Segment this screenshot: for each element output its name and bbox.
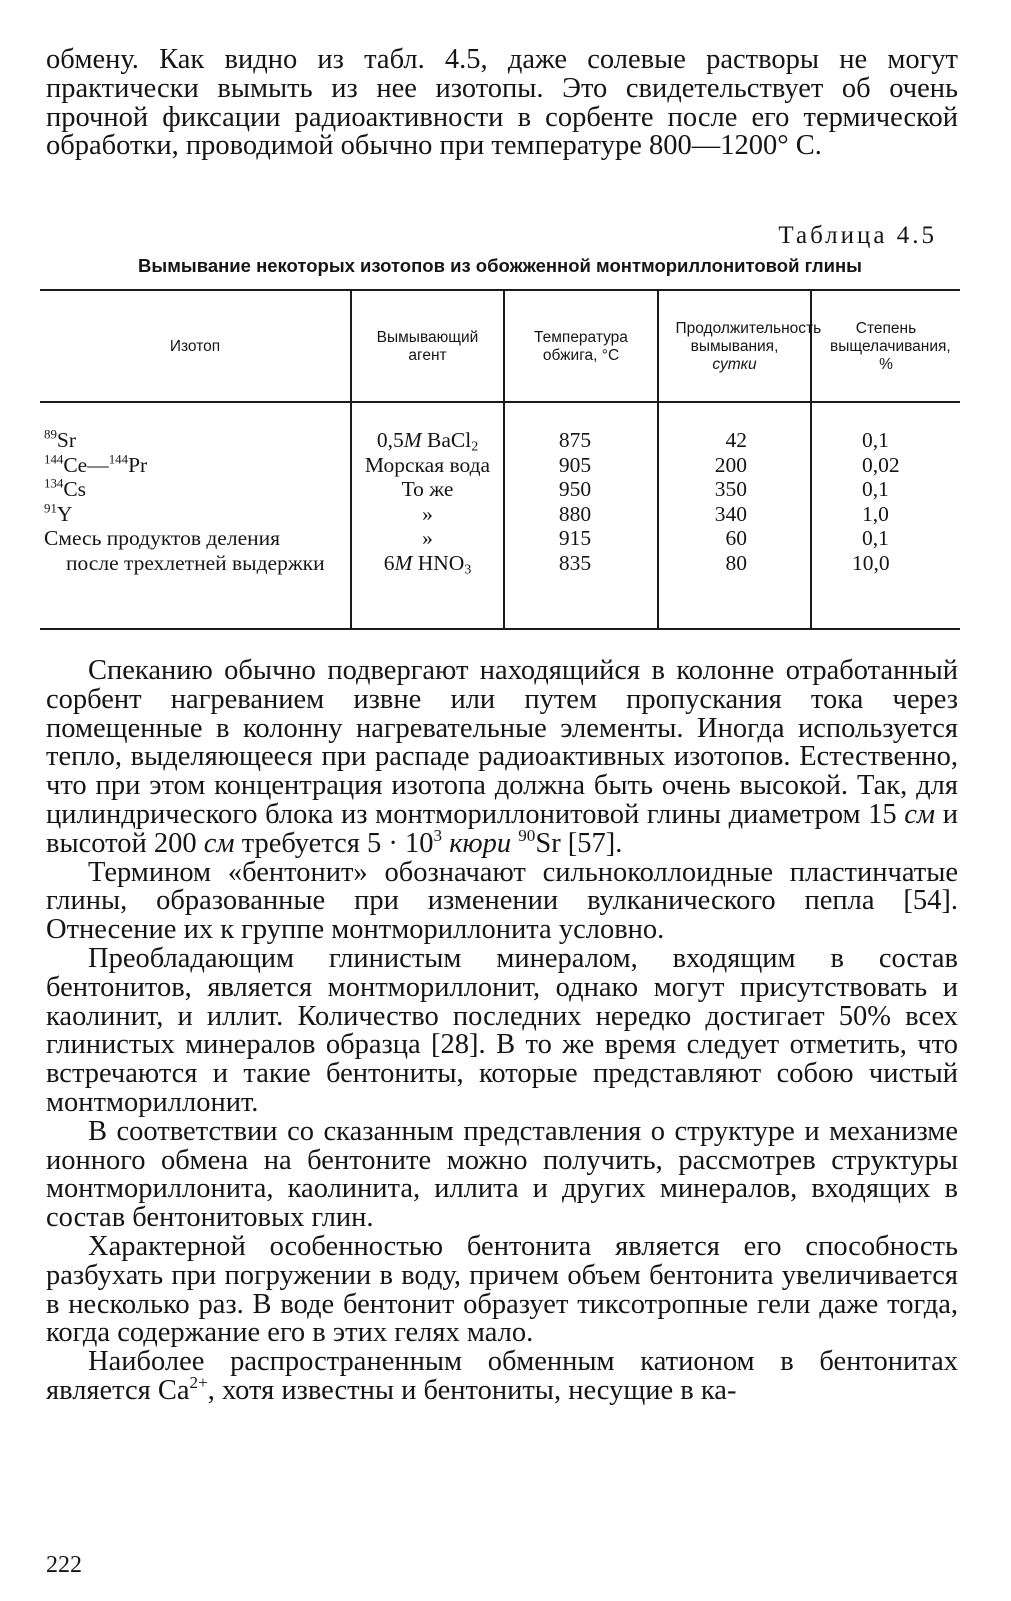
intro-text: обмену. Как видно из табл. 4.5, даже солевые растворы не могут практически вымыть из нее изотопы. Это свидетельствует об очень прочной фиксации радиоактивности в сорбенте после его термической обработки, проводимой обычно при температуре 800—1200° С. bbox=[46, 44, 958, 162]
paragraph-sintering: Спеканию обычно подвергают находящийся в колонне отработанный сорбент нагреванием извне или путем пропускания тока через помещенные в колонну нагревательные элементы. Иногда используется тепло, выделяющееся при распаде радиоактивных изотопов. Естественно, что при этом концентрация изотопа должна быть очень высокой. Так, для цилиндрического блока из монтмориллонитовой глины диаметром 15 см и высотой 200 см требуется $5 \cdot 10^3$ кюри $^{90}$Sr [57]. bbox=[46, 655, 958, 859]
table-row: $^{89}$Sr bbox=[44, 427, 77, 452]
header-temperature: Температура обжига, °С bbox=[534, 328, 628, 364]
table-cell: 42 bbox=[725, 428, 747, 452]
table-cell: » bbox=[422, 526, 433, 551]
table-caption: Таблица 4.5 bbox=[778, 222, 937, 249]
header-duration: Продолжительность вымывания, сутки bbox=[675, 319, 822, 373]
table-cell: 0,1 bbox=[862, 428, 889, 452]
table-cell: 880 bbox=[558, 501, 592, 526]
body-text bbox=[46, 657, 958, 1406]
header-duration-unit: сутки bbox=[712, 355, 757, 373]
table-cell: Морская вода bbox=[364, 452, 491, 477]
table-cell: 350 bbox=[714, 477, 747, 502]
table-cell: » bbox=[422, 501, 433, 526]
table-cell: 0,5M BaCl$_2$ bbox=[376, 428, 479, 455]
table-cell: 0,02 bbox=[862, 452, 900, 477]
column-duration bbox=[659, 428, 747, 576]
column-isotope bbox=[44, 428, 344, 576]
table-cell: 905 bbox=[558, 452, 592, 477]
paragraph-cation: Наиболее распространенным обменным катионом в бентонитах является $Ca^{2+}$, хотя известны и бентониты, несущие в ка- bbox=[46, 1346, 958, 1406]
table-bottom-rule bbox=[40, 628, 960, 630]
table-cell: 200 bbox=[714, 452, 747, 477]
column-agent bbox=[352, 428, 503, 576]
table-cell: 1,0 bbox=[862, 501, 889, 526]
table-row: $^{134}$Cs bbox=[44, 476, 87, 502]
table-cell: 950 bbox=[558, 477, 592, 502]
table-row: $^{91}$Y bbox=[44, 501, 73, 526]
table-cell: 835 bbox=[558, 550, 592, 575]
table-title: Вымывание некоторых изотопов из обожженной монтмориллонитовой глины bbox=[138, 255, 862, 276]
table-cell: 340 bbox=[714, 501, 747, 526]
table-cell: 80 bbox=[725, 550, 747, 575]
paragraph-swelling: Характерной особенностью бентонита является его способность разбухать при погружении в воду, причем объем бентонита увеличивается в несколько раз. В воде бентонит образует тиксотропные гели даже тогда, когда содержание его в этих гелях мало. bbox=[46, 1230, 958, 1349]
paragraph-minerals: Преобладающим глинистым минералом, входящим в состав бентонитов, является монтмориллонит, однако могут присутствовать и каолинит, и иллит. Количество последних нередко достигает 50% всех глинистых минералов образца [28]. В то же время следует отметить, что встречаются и такие бентониты, которые представляют собою чистый монтмориллонит. bbox=[46, 942, 958, 1118]
column-temperature bbox=[505, 428, 645, 576]
table-cell: То же bbox=[401, 477, 454, 502]
column-degree bbox=[852, 428, 932, 576]
table-row: после трехлетней выдержки bbox=[66, 550, 325, 575]
header-agent: Вымывающий агент bbox=[376, 328, 479, 364]
table-row: Смесь продуктов деления bbox=[44, 526, 281, 551]
header-degree: Степень выщелачивания, % bbox=[830, 319, 951, 373]
table-cell: 10,0 bbox=[852, 550, 890, 575]
paragraph-bentonite-term: Термином «бентонит» обозначают сильноколлоидные пластинчатые глины, образованные при изменении вулканического пепла [54]. Отнесение их к группе монтмориллонита условно. bbox=[46, 856, 958, 946]
intro-paragraph bbox=[46, 46, 958, 161]
table-cell: 6M $HNO_3$ bbox=[383, 550, 472, 578]
page-number: 222 bbox=[46, 1552, 82, 1578]
table-cell: 0,1 bbox=[862, 477, 889, 502]
table-cell: 60 bbox=[725, 526, 747, 551]
table-cell: 875 bbox=[558, 428, 592, 452]
header-isotope: Изотоп bbox=[169, 337, 221, 355]
table-cell: 0,1 bbox=[862, 526, 889, 551]
paragraph-structure: В соответствии со сказанным представления о структуре и механизме ионного обмена на бентоните можно получить, рассмотрев структуры монтмориллонита, каолинита, иллита и других минералов, входящих в состав бентонитовых глин. bbox=[46, 1115, 958, 1234]
table-cell: 915 bbox=[558, 526, 592, 551]
table-row: $^{144}$Ce—$^{144}$Pr bbox=[44, 452, 148, 477]
